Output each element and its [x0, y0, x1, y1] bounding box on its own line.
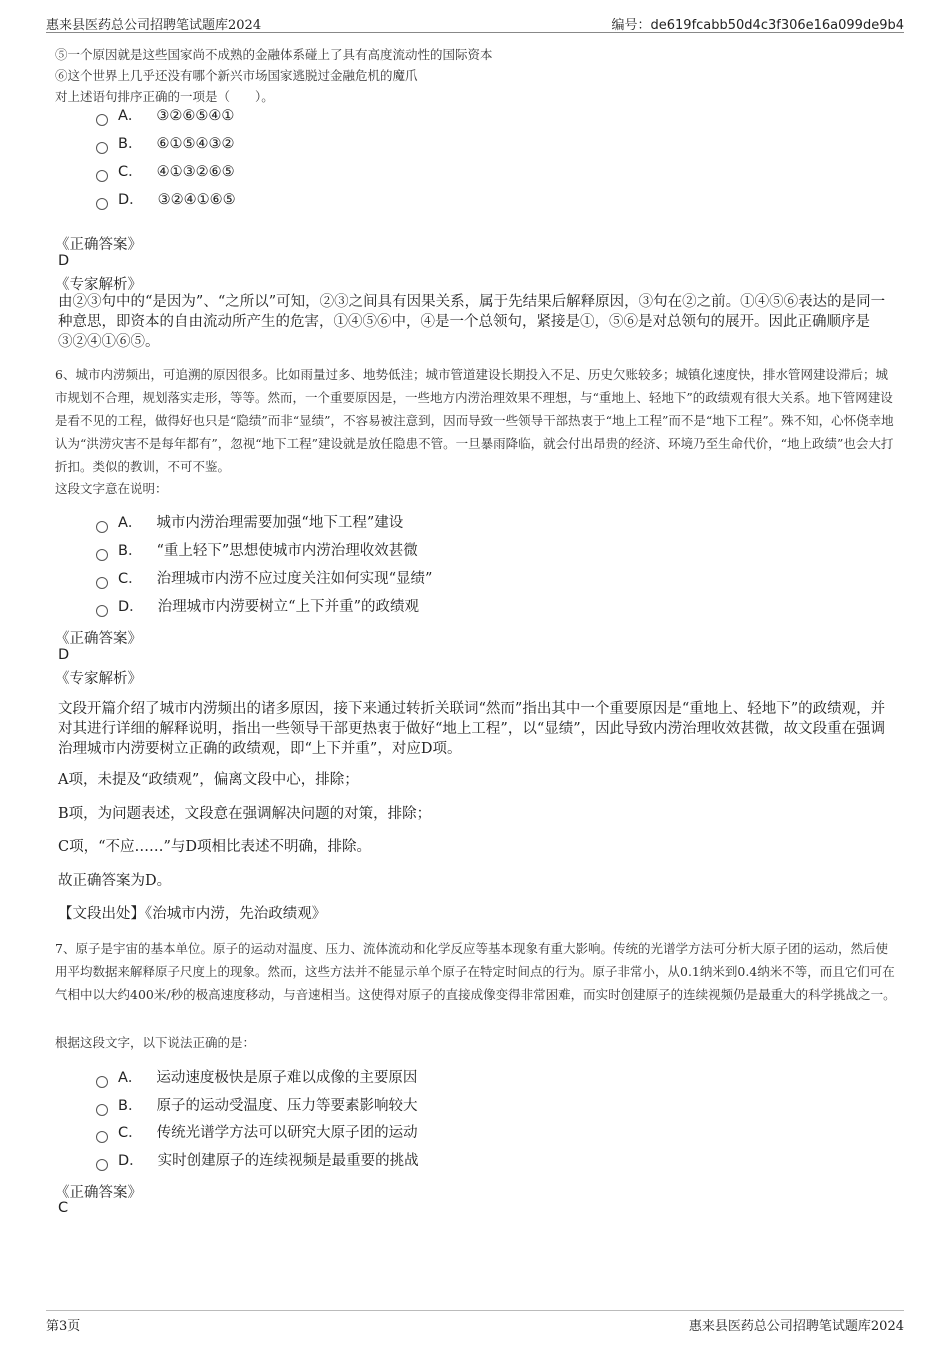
- q7-answer-label: 《正确答案》: [55, 1185, 142, 1201]
- option-letter: C．: [118, 1125, 143, 1141]
- option-text: 治理城市内涝不应过度关注如何实现“显绩”: [156, 571, 433, 587]
- q6-analysis-b: B项，为问题表述，文段意在强调解决问题的对策，排除；: [58, 806, 432, 822]
- q6-analysis-conclusion: 故正确答案为D。: [58, 873, 172, 889]
- radio-icon[interactable]: [96, 521, 108, 533]
- option-text: 运动速度极快是原子难以成像的主要原因: [156, 1070, 418, 1086]
- q5-option-b[interactable]: [96, 134, 234, 154]
- option-text: “重上轻下”思想使城市内涝治理收效甚微: [156, 543, 418, 559]
- q5-option-d[interactable]: [96, 190, 236, 210]
- option-letter: C．: [118, 164, 143, 180]
- q5-option-a[interactable]: [96, 106, 234, 126]
- radio-icon[interactable]: [96, 198, 108, 210]
- q7-option-b[interactable]: [96, 1096, 417, 1116]
- option-letter: A．: [118, 515, 143, 531]
- option-text: 原子的运动受温度、压力等要素影响较大: [156, 1098, 418, 1114]
- q7-stem: 7、原子是宇宙的基本单位。原子的运动对温度、压力、流体流动和化学反应等基本现象有重大影响。传统的光谱学方法可分析大原子团的运动，然后使用平均数据来解释原子尺度上的现象。然而，这些方法并不能显示单个原子在特定时间点的行为。原子非常小，从0.1纳米到0.4纳米不等，而且它们可在气相中以大约400米/秒的极高速度移动，与音速相当。这使得对原子的直接成像变得非常困难，而实时创建原子的连续视频仍是最重大的科学挑战之一。: [55, 941, 896, 1002]
- option-letter: A．: [118, 108, 143, 124]
- radio-icon[interactable]: [96, 1159, 108, 1171]
- option-letter: D．: [118, 1153, 144, 1169]
- option-text: ③②④①⑥⑤: [157, 192, 236, 208]
- option-letter: B．: [118, 136, 143, 152]
- q6-option-c[interactable]: [96, 569, 432, 589]
- radio-icon[interactable]: [96, 1076, 108, 1088]
- q6-option-d[interactable]: [96, 597, 419, 617]
- q6-analysis-c: C项，“不应……”与D项相比表述不明确，排除。: [58, 839, 372, 855]
- q7-question: 根据这段文字，以下说法正确的是：: [55, 1035, 256, 1050]
- q5-analysis-label: 《专家解析》: [55, 277, 142, 293]
- q5-line: 对上述语句排序正确的一项是（ ）。: [55, 89, 274, 104]
- option-letter: B．: [118, 543, 143, 559]
- page-footer: [46, 1310, 904, 1334]
- radio-icon[interactable]: [96, 549, 108, 561]
- radio-icon[interactable]: [96, 577, 108, 589]
- radio-icon[interactable]: [96, 1131, 108, 1143]
- option-letter: A．: [118, 1070, 143, 1086]
- q5-line: ⑥这个世界上几乎还没有哪个新兴市场国家逃脱过金融危机的魔爪: [55, 68, 418, 83]
- q6-analysis-main: 文段开篇介绍了城市内涝频出的诸多原因，接下来通过转折关联词“然而”指出其中一个重要原因是“重地上、轻地下”的政绩观，并对其进行详细的解释说明，指出一些领导干部更热衷于做好“地上工程”，以“显绩”，因此导致内涝治理收效甚微，故文段重在强调治理城市内涝要树立正确的政绩观，即“上下并重”，对应D项。: [58, 701, 886, 757]
- page-header: [46, 12, 904, 33]
- option-text: ④①③②⑥⑤: [156, 164, 235, 180]
- option-text: ⑥①⑤④③②: [156, 136, 235, 152]
- header-title: 惠来县医药总公司招聘笔试题库2024: [46, 18, 262, 33]
- q5-analysis: 由②③句中的“是因为”、“之所以”可知，②③之间具有因果关系，属于先结果后解释原因，③句在②之前。①④⑤⑥表达的是同一种意思，即资本的自由流动所产生的危害，①④⑤⑥中，④是一个总领句，紧接是①，⑤⑥是对总领句的展开。因此正确顺序是③②④①⑥⑤。: [58, 294, 886, 350]
- q7-option-d[interactable]: [96, 1151, 419, 1171]
- option-letter: D．: [118, 599, 144, 615]
- radio-icon[interactable]: [96, 605, 108, 617]
- q7-answer: C: [58, 1200, 69, 1216]
- q6-answer: D: [58, 647, 70, 663]
- q6-analysis-label: 《专家解析》: [55, 671, 142, 687]
- option-text: 实时创建原子的连续视频是最重要的挑战: [157, 1153, 419, 1169]
- option-text: 治理城市内涝要树立“上下并重”的政绩观: [157, 599, 419, 615]
- page-number: 第3页: [46, 1319, 81, 1334]
- footer-title: 惠来县医药总公司招聘笔试题库2024: [688, 1319, 904, 1334]
- q5-answer-label: 《正确答案》: [55, 237, 142, 253]
- q5-stem: [55, 43, 904, 108]
- option-text: ③②⑥⑤④①: [156, 108, 235, 124]
- radio-icon[interactable]: [96, 114, 108, 126]
- q6-question: 这段文字意在说明：: [55, 481, 168, 496]
- radio-icon[interactable]: [96, 142, 108, 154]
- radio-icon[interactable]: [96, 170, 108, 182]
- q5-option-c[interactable]: [96, 162, 235, 182]
- q6-source: 【文段出处】《治城市内涝，先治政绩观》: [58, 906, 327, 922]
- radio-icon[interactable]: [96, 1104, 108, 1116]
- option-letter: B．: [118, 1098, 143, 1114]
- q7-option-c[interactable]: [96, 1123, 418, 1143]
- q6-option-b[interactable]: [96, 541, 418, 561]
- q6-answer-label: 《正确答案》: [55, 631, 142, 647]
- option-text: 传统光谱学方法可以研究大原子团的运动: [156, 1125, 418, 1141]
- document-code: 编号：de619fcabb50d4c3f306e16a099de9b4: [611, 18, 904, 33]
- q5-line: ⑤一个原因就是这些国家尚不成熟的金融体系碰上了具有高度流动性的国际资本: [55, 47, 493, 62]
- q6-analysis-a: A项，未提及“政绩观”，偏离文段中心，排除；: [58, 772, 359, 788]
- option-letter: C．: [118, 571, 143, 587]
- option-letter: D．: [118, 192, 144, 208]
- option-text: 城市内涝治理需要加强“地下工程”建设: [156, 515, 404, 531]
- q5-answer: D: [58, 253, 70, 269]
- q7-option-a[interactable]: [96, 1068, 417, 1088]
- q6-option-a[interactable]: [96, 513, 403, 533]
- q6-stem: 6、城市内涝频出，可追溯的原因很多。比如雨量过多、地势低洼；城市管道建设长期投入不足、历史欠账较多；城镇化速度快，排水管网建设滞后；城市规划不合理，规划落实走形，等等。然而，一个重要原因是，一些地方内涝治理效果不理想，与“重地上、轻地下”的政绩观有很大关系。地下管网建设是看不见的工程，做得好也只是“隐绩”而非“显绩”，不容易被注意到，因而导致一些领导干部热衷于“地上工程”而不是“地下工程”。殊不知，心怀侥幸地认为“洪涝灾害不是每年都有”，忽视“地下工程”建设就是放任隐患不管。一旦暴雨降临，就会付出昂贵的经济、环境乃至生命代价，“地上政绩”也会大打折扣。类似的教训，不可不鉴。: [55, 367, 894, 474]
